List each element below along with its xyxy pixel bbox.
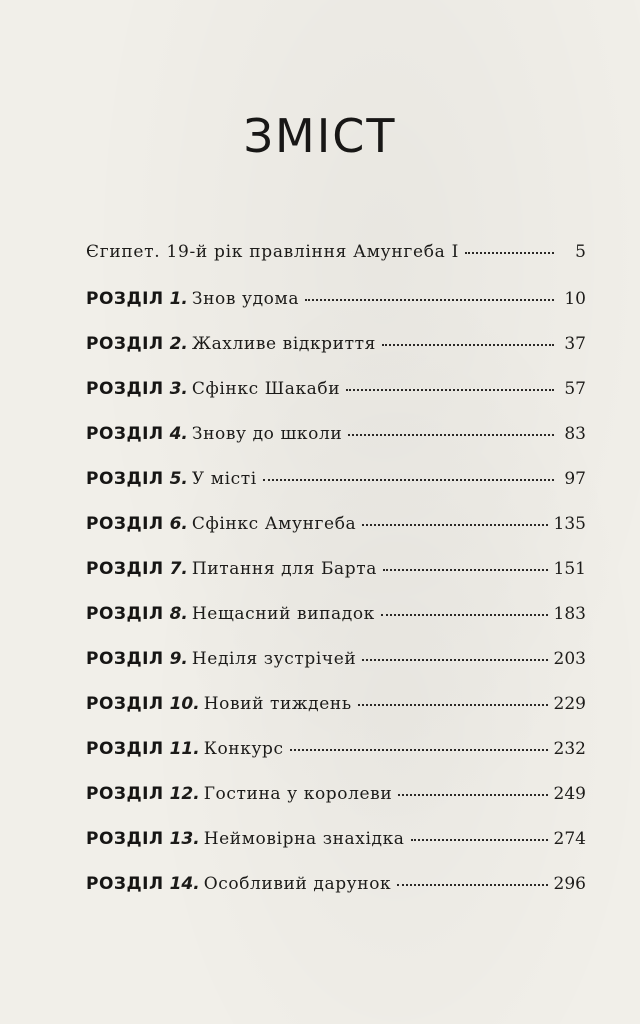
page-number: 97 xyxy=(564,469,586,489)
toc-entry-chapter-12 xyxy=(86,784,586,829)
chapter-title: Знов удома xyxy=(191,289,300,309)
table-of-contents xyxy=(86,242,586,919)
toc-entry-chapter-8 xyxy=(86,604,586,649)
chapter-label: РОЗДІЛ xyxy=(86,694,164,714)
chapter-label: РОЗДІЛ xyxy=(86,469,164,489)
page-number: 203 xyxy=(553,649,586,669)
chapter-number: 7. xyxy=(169,559,188,579)
chapter-label: РОЗДІЛ xyxy=(86,334,164,354)
page-number: 151 xyxy=(553,559,586,579)
dot-leader xyxy=(465,252,554,254)
intro-title: Єгипет. 19-й рік правління Амунгеба І xyxy=(86,242,460,262)
chapter-number: 8. xyxy=(169,604,188,624)
chapter-label: РОЗДІЛ xyxy=(86,514,164,534)
dot-leader xyxy=(362,524,547,526)
page-number: 183 xyxy=(553,604,586,624)
dot-leader xyxy=(398,794,547,796)
chapter-number: 6. xyxy=(169,514,188,534)
chapter-label: РОЗДІЛ xyxy=(86,424,164,444)
toc-entry-chapter-13 xyxy=(86,829,586,874)
chapter-number: 10. xyxy=(169,694,200,714)
chapter-title: Особливий дарунок xyxy=(203,874,392,894)
dot-leader xyxy=(290,749,548,751)
chapter-number: 13. xyxy=(169,829,200,849)
page-number: 135 xyxy=(553,514,586,534)
chapter-title: Нещасний випадок xyxy=(191,604,375,624)
page-number: 37 xyxy=(564,334,586,354)
toc-entry-chapter-11 xyxy=(86,739,586,784)
chapter-number: 2. xyxy=(169,334,188,354)
toc-entry-intro xyxy=(86,242,586,289)
chapter-title: Сфінкс Амунгеба xyxy=(191,514,357,534)
chapter-label: РОЗДІЛ xyxy=(86,379,164,399)
chapter-title: Гостина у королеви xyxy=(203,784,393,804)
dot-leader xyxy=(382,344,554,346)
chapter-number: 4. xyxy=(169,424,188,444)
toc-entry-chapter-1 xyxy=(86,289,586,334)
chapter-title: Конкурс xyxy=(203,739,284,759)
chapter-title: У місті xyxy=(191,469,257,489)
toc-entry-chapter-4 xyxy=(86,424,586,469)
chapter-title: Новий тиждень xyxy=(203,694,352,714)
chapter-number: 9. xyxy=(169,649,188,669)
chapter-number: 3. xyxy=(169,379,188,399)
chapter-label: РОЗДІЛ xyxy=(86,559,164,579)
toc-entry-chapter-14 xyxy=(86,874,586,919)
page-number: 274 xyxy=(553,829,586,849)
dot-leader xyxy=(263,479,554,481)
chapter-title: Сфінкс Шакаби xyxy=(191,379,341,399)
chapter-number: 14. xyxy=(169,874,200,894)
page-number: 296 xyxy=(553,874,586,894)
chapter-number: 1. xyxy=(169,289,188,309)
page-number: 10 xyxy=(564,289,586,309)
toc-entry-chapter-2 xyxy=(86,334,586,379)
chapter-title: Знову до школи xyxy=(191,424,343,444)
chapter-label: РОЗДІЛ xyxy=(86,604,164,624)
dot-leader xyxy=(383,569,548,571)
chapter-title: Питання для Барта xyxy=(191,559,378,579)
chapter-title: Жахливе відкриття xyxy=(191,334,376,354)
page-number: 232 xyxy=(553,739,586,759)
dot-leader xyxy=(346,389,554,391)
dot-leader xyxy=(358,704,548,706)
chapter-number: 5. xyxy=(169,469,188,489)
chapter-label: РОЗДІЛ xyxy=(86,649,164,669)
page-number: 57 xyxy=(564,379,586,399)
toc-entry-chapter-5 xyxy=(86,469,586,514)
page-number: 5 xyxy=(575,242,586,262)
dot-leader xyxy=(305,299,554,301)
page-number: 83 xyxy=(564,424,586,444)
dot-leader xyxy=(348,434,554,436)
toc-entry-chapter-3 xyxy=(86,379,586,424)
page-number: 249 xyxy=(553,784,586,804)
toc-entry-chapter-7 xyxy=(86,559,586,604)
dot-leader xyxy=(362,659,547,661)
dot-leader xyxy=(411,839,548,841)
chapter-title: Неймовірна знахідка xyxy=(203,829,405,849)
dot-leader xyxy=(381,614,548,616)
chapter-number: 12. xyxy=(169,784,200,804)
dot-leader xyxy=(397,884,547,886)
chapter-label: РОЗДІЛ xyxy=(86,829,164,849)
page-number: 229 xyxy=(553,694,586,714)
page-title: ЗМІСТ xyxy=(243,108,397,163)
toc-entry-chapter-6 xyxy=(86,514,586,559)
toc-entry-chapter-9 xyxy=(86,649,586,694)
toc-entry-chapter-10 xyxy=(86,694,586,739)
chapter-label: РОЗДІЛ xyxy=(86,874,164,894)
chapter-label: РОЗДІЛ xyxy=(86,784,164,804)
chapter-number: 11. xyxy=(169,739,200,759)
chapter-label: РОЗДІЛ xyxy=(86,739,164,759)
chapter-title: Неділя зустрічей xyxy=(191,649,357,669)
chapter-label: РОЗДІЛ xyxy=(86,289,164,309)
